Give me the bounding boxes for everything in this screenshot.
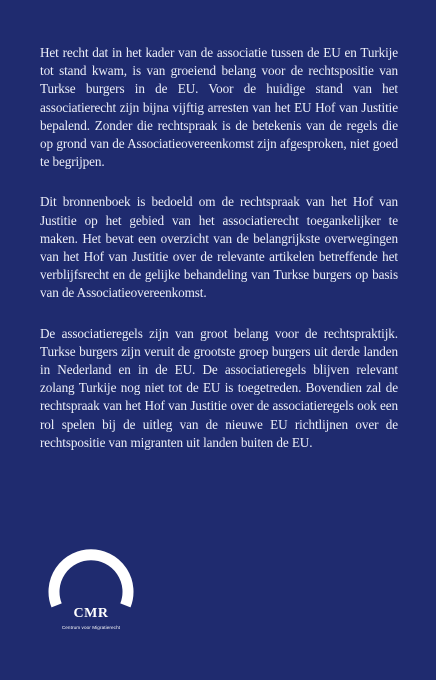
logo-name: CMR xyxy=(73,606,109,621)
cmr-logo xyxy=(36,548,146,642)
paragraph-1: Het recht dat in het kader van de associatie tussen de EU en Turkije tot stand kwam, is van groeiend belang voor de rechtspositie van Turkse burgers in de EU. Voor de huidige stand van het associatierecht zijn bijna vijftig arresten van het EU Hof van Justitie bepalend. Zonder die rechtspraak is de betekenis van de regels die op grond van de Associatieovereenkomst zijn afgesproken, niet goed te begrijpen. xyxy=(40,45,398,170)
body-text xyxy=(40,44,398,474)
paragraph-3: De associatieregels zijn van groot belang voor de rechtspraktijk. Turkse burgers zijn veruit de grootste groep burgers uit derde landen in Nederland en in de EU. De associatieregels blijven relevant zolang Turkije nog niet tot de EU is toegetreden. Bovendien zal de rechtspraak van het Hof van Justitie over de associatieregels ook een rol spelen bij de uitleg van de nieuwe EU richtlijnen over de rechtspositie van migranten uit landen buiten de EU. xyxy=(40,325,398,450)
paragraph-2: Dit bronnenboek is bedoeld om de rechtspraak van het Hof van Justitie op het gebied van het associatierecht toegankelijker te maken. Het bevat een overzicht van de belangrijkste overwegingen van het Hof van Justitie over de relevante artikelen betreffende het verblijfsrecht en de gelijke behandeling van Turkse burgers op basis van de Associatieovereenkomst. xyxy=(40,194,398,301)
logo-subtitle: Centrum voor Migratierecht xyxy=(61,625,121,630)
